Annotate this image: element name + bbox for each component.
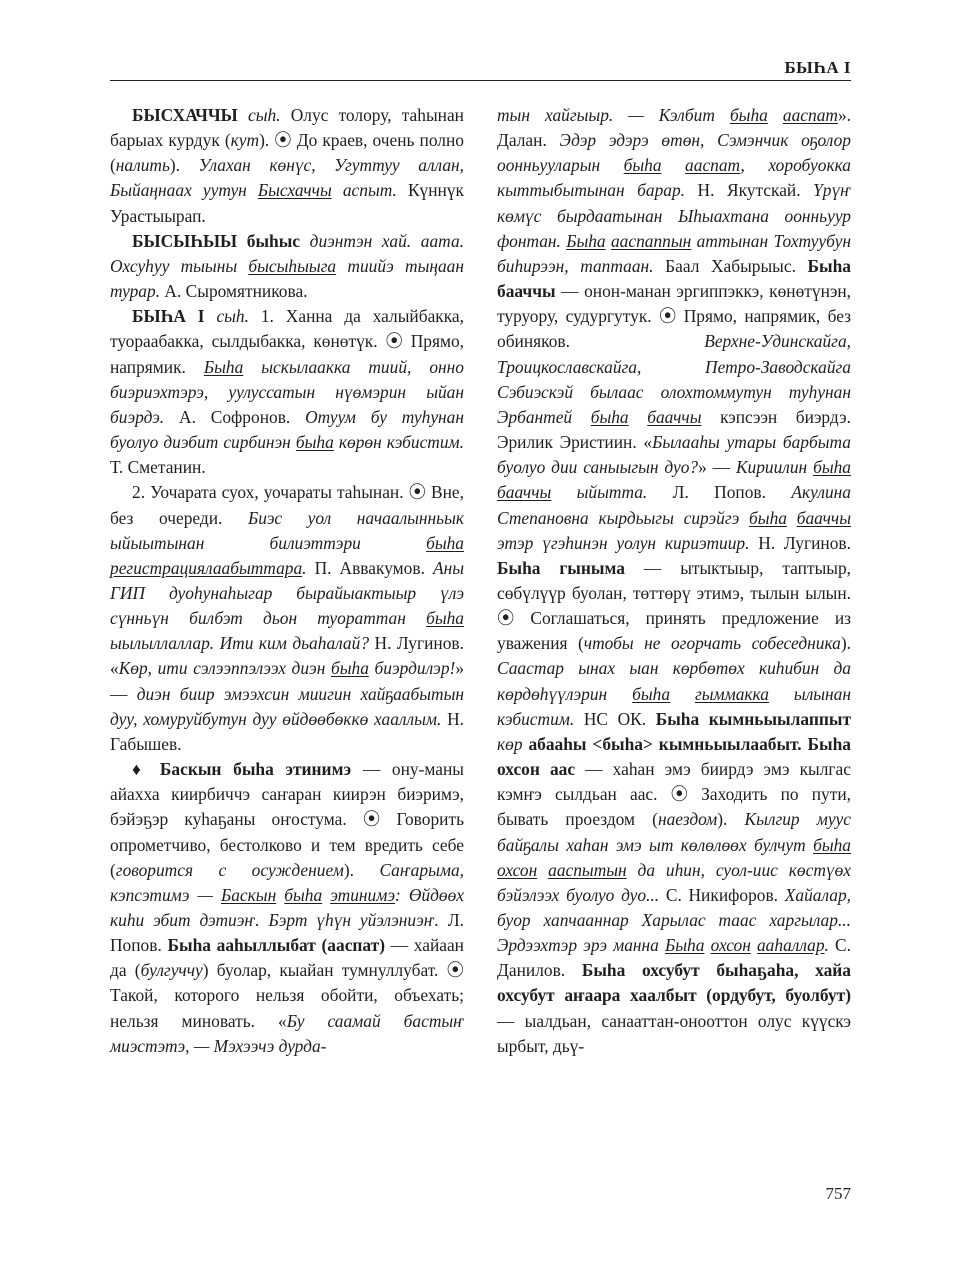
dictionary-entry-paragraph: ♦ Баскын быһа этинимэ — ону-маны айахха киирбиччэ саҥаран киирэн биэримэ, бэйэҕэр куһаҕаны оҥостума. ⦿ Говорить опрометчиво, бестолково и тем вредить себе (говорится с осуждением). Саҥарыма, кэпсэтимэ — Баскын быһа этинимэ: Өйдөөх киһи эбит дэтиэҥ. Бэрт үһүн уйэлэниэҥ. Л. Попов. Быһа ааһыллыбат (ааспат) — хайаан да (булгуччу) буолар, кыайан тумнуллубат. ⦿ Такой, которого нельзя обойти, объехать; нельзя миновать. «Бу саамай бастыҥ миэстэтэ, — Мэхээчэ дурда- (110, 759, 464, 1056)
page-header (110, 58, 851, 81)
page-number: 757 (825, 1184, 851, 1203)
running-head: БЫҺА I (784, 58, 851, 77)
left-column (110, 103, 464, 1059)
dictionary-entry-paragraph: тын хайгыыр. — Кэлбит быһа ааспат». Далан. Эдэр эдэрэ өтөн, Сэмэнчик оҕолор оонньууларын быһа ааспат, хоробуокка кыттыбытынан барар. Н. Якутскай. Үрүҥ көмүс бырдаатынан Ыһыахтана оонньуур фонтан. Быһа ааспаппын аттынан Тохтуубун биһирээн, таптаан. Баал Хабырыыс. Быһа бааччы — онон-манан эргиппэккэ, көнөтүнэн, туруору, судургутук. ⦿ Прямо, напрямик, без обиняков. Верхне-Удинскайга, Троицкославскайга, Петро-Заводскайга Сэбиэскэй былаас олохтоммутун туһунан Эрбантей быһа бааччы кэпсээн биэрдэ. Эрилик Эристиин. «Былааһы утары барбыта буолуо дии саныыгын дуо?» — Кириилин быһа бааччы ыйытта. Л. Попов. Акулина Степановна кырдьыгы сирэйгэ быһа бааччы этэр үгэһинэн уолун кириэтиир. Н. Лугинов. Быһа гыныма — ытыктыыр, таптыыр, сөбүлүүр буолан, төттөрү этимэ, тылын ылын. ⦿ Соглашаться, принять предложение из уважения (чтобы не огорчать собеседника). Саастар ынах ыан көрбөтөх киһибин да көрдөһүүлэрин быһа гыммакка ылынан кэбистим. НС ОК. Быһа кымньыылаппыт көр абааһы <быһа> кымньыылаабыт. Быһа охсон аас — хаһан эмэ биирдэ эмэ кылгас кэмҥэ сылдьан аас. ⦿ Заходить по пути, бывать проездом (наездом). Кылгир муус байҕалы хаһан эмэ ыт көлөлөөх булчут быһа охсон ааспытын да иһин, суол-иис көстүөх бэйэлээх буолуо дуо... С. Никифоров. Хайалар, буор хапчааннар Харылас таас харгылар... Эрдээхтэр эрэ манна Быһа охсон ааһаллар. С. Данилов. Быһа охсубут быһаҕаһа, хайа охсубут аҥаара хаалбыт (ордубут, буолбут) — ыалдьан, санааттан-онооттон олус күүскэ ырбыт, дьү- (497, 105, 851, 1056)
dictionary-entry-paragraph: БЫСХАЧЧЫ сыһ. Олус толору, таһынан барыах курдук (кут). ⦿ До краев, очень полно (налить). Улахан көнүс, Угуттуу аллан, Быйаңнаах уутун Бысхаччы аспыт. Күннүк Урастыырап. (110, 105, 465, 226)
dictionary-entry-paragraph: 2. Уочарата суох, уочараты таһынан. ⦿ Вне, без очереди. Биэс уол начаалынньык ыйыытынан билиэттэри быһа регистрациялаабыттара. П. Аввакумов. Аны ГИП дуоһунаһыгар бырайыактыыр үлэ сүнньүн билбэт дьон туораттан быһа ыылыллаллар. Ити ким дьаһалай? Н. Лугинов. «Көр, ити сэлээппэлээх диэн быһа биэрдилэр!» — диэн биир эмээхсин миигин хайҕаабытын дуу, хомуруйбутун дуу өйдөөбөккө хааллым. Н. Габышев. (110, 482, 465, 754)
right-column (497, 103, 851, 1059)
dictionary-entry-paragraph: БЫҺА I сыһ. 1. Ханна да халыйбакка, туораабакка, сылдыбакка, көнөтүк. ⦿ Прямо, напрямик. Быһа ыскылаакка тиий, онно биэриэхтэрэ, уулуссатын нүөмэрин ыйан биэрдэ. А. Софронов. Отуум бу туһунан буолуо диэбит сирбинэн быһа көрөн кэбистим. Т. Сметанин. (110, 306, 465, 478)
dictionary-entry-paragraph: БЫСЫҺЫЫ быһыс диэнтэн хай. аата. Охсуһуу тыыны бысыһыыга тиийэ тыңаан турар. А. Сыромятникова. (110, 230, 464, 302)
